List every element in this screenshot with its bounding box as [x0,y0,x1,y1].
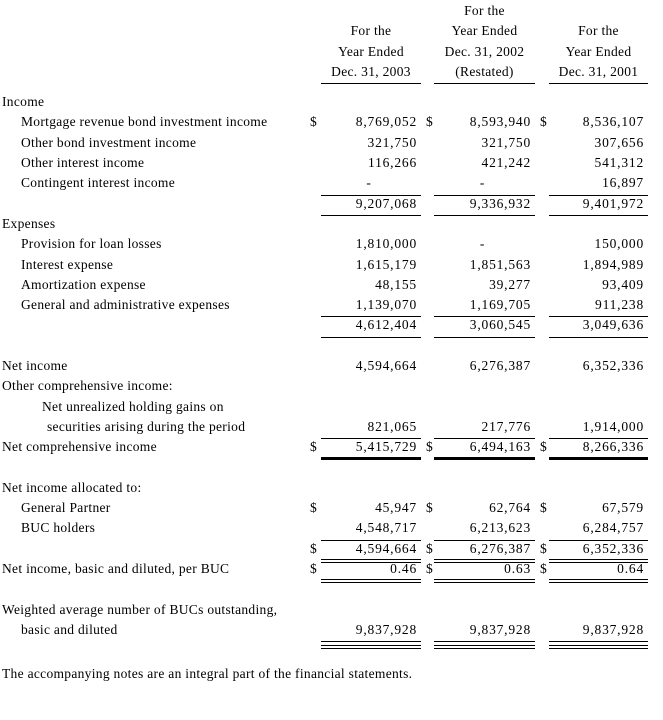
dollar-sign [305,94,321,114]
value-cell [434,196,535,216]
value-cell [321,500,421,520]
table-row [2,480,663,500]
dollar-sign: $ [540,540,548,556]
value-cell [434,135,535,155]
value-cell [434,277,535,297]
dollar-sign [305,378,321,398]
value-cell [434,358,535,378]
value-cell [434,419,535,439]
dollar-sign [421,196,434,216]
value-cell [321,135,421,155]
value-cell [549,561,648,581]
value-text: 5,415,729 [355,439,417,455]
double-rule [549,579,648,583]
value-text: 1,810,000 [355,236,417,252]
value-text: 150,000 [594,236,644,252]
dollar-sign [305,257,321,277]
table-row [2,561,663,581]
dollar-sign [421,602,434,622]
dollar-sign [305,216,321,236]
row-label: Contingent interest income [21,175,176,191]
dollar-sign [421,419,434,439]
value-cell [549,297,648,317]
dollar-sign: $ [310,561,318,577]
value-cell [321,419,421,439]
row-label: Other interest income [21,155,145,171]
value-text: 9,401,972 [582,195,644,211]
value-cell [549,439,648,459]
footer-note: The accompanying notes are an integral part of the financial statements. [2,666,413,682]
row-label: basic and diluted [21,621,118,637]
value-text: 6,494,163 [469,439,531,455]
dollar-sign: $ [540,439,548,455]
value-text: 9,207,068 [355,195,417,211]
dollar-sign [421,135,434,155]
dollar-sign [535,216,549,236]
dollar-sign [535,358,549,378]
dollar-sign [421,94,434,114]
value-text: 3,060,545 [469,317,531,333]
value-text: 4,594,664 [355,540,417,556]
header-cell-underlined: Dec. 31, 2003 [321,64,421,84]
header-cell [549,3,648,23]
table-row [2,155,663,175]
value-text: 1,169,705 [469,297,531,313]
value-text: 421,242 [481,155,531,171]
dollar-sign [421,622,434,642]
value-cell [434,561,535,581]
header-cell: For the [350,23,392,39]
dollar-sign [535,155,549,175]
row-label [2,541,305,561]
table-row [2,257,663,277]
value-cell [434,500,535,520]
table-row [2,602,663,622]
dollar-sign [305,480,321,500]
value-cell [434,175,535,195]
value-cell [549,399,648,419]
dollar-sign: $ [426,561,434,577]
value-text: 6,352,336 [582,540,644,556]
table-row [2,114,663,134]
row-label: Net unrealized holding gains on [42,398,224,414]
value-cell [549,378,648,398]
value-cell [549,155,648,175]
dollar-sign: $ [540,500,548,516]
value-cell [549,622,648,642]
header-row [2,44,663,64]
row-label: Amortization expense [21,276,146,292]
value-cell [434,602,535,622]
value-cell [321,317,421,337]
dollar-sign: $ [540,561,548,577]
value-text: 9,837,928 [582,621,644,637]
value-cell [321,561,421,581]
value-cell [549,480,648,500]
dollar-sign [535,378,549,398]
double-rule [549,645,648,649]
header-cell: Year Ended [451,23,518,39]
dollar-sign [535,399,549,419]
dollar-sign [535,520,549,540]
row-label: Income [2,94,45,110]
header-cell [321,3,421,23]
header-cell: Year Ended [338,43,404,59]
dollar-sign [421,520,434,540]
dollar-sign [535,419,549,439]
dollar-sign [421,277,434,297]
value-cell [434,216,535,236]
dollar-sign [305,602,321,622]
dollar-sign [305,419,321,439]
table-row [2,216,663,236]
value-text: 6,213,623 [469,520,531,536]
dollar-sign [535,175,549,195]
dollar-sign [421,257,434,277]
value-text: 4,612,404 [355,317,417,333]
table-row [2,378,663,398]
dollar-sign: $ [310,540,318,556]
row-label: Net income allocated to: [2,479,142,495]
value-text: 0.64 [617,561,644,577]
value-text: 4,594,664 [355,358,417,374]
dollar-sign [421,236,434,256]
dollar-sign [421,358,434,378]
dollar-sign [305,358,321,378]
table-row [2,196,663,216]
dollar-sign [535,257,549,277]
value-cell [549,602,648,622]
dollar-sign [305,317,321,337]
dollar-sign [535,277,549,297]
value-text: 0.63 [504,561,531,577]
row-label: Expenses [2,215,56,231]
value-text: - [366,175,372,191]
dollar-sign [535,602,549,622]
value-text: 6,284,757 [582,520,644,536]
row-label [2,317,305,337]
value-cell [549,135,648,155]
dollar-sign [535,622,549,642]
dollar-sign [305,135,321,155]
table-row [2,622,663,642]
table-row [2,399,663,419]
value-cell [434,399,535,419]
table-row [2,94,663,114]
value-cell [321,216,421,236]
row-label: Other comprehensive income: [2,378,173,394]
dollar-sign [421,175,434,195]
value-cell [321,378,421,398]
value-text: 116,266 [368,155,417,171]
table-row [2,358,663,378]
value-cell [321,297,421,317]
double-rule [434,645,535,649]
value-text: 9,837,928 [355,621,417,637]
value-text: 911,238 [595,297,644,313]
value-text: 1,894,989 [582,256,644,272]
table-row [2,175,663,195]
table-row [2,419,663,439]
spacer-row [2,581,663,601]
value-text: 8,593,940 [469,114,531,130]
row-label: Interest expense [21,256,114,272]
value-text: 16,897 [602,175,644,191]
table-row [2,317,663,337]
header-cell-underlined: (Restated) [434,64,535,84]
value-text: 217,776 [481,418,531,434]
header-row [2,23,663,43]
value-cell [321,155,421,175]
value-text: 45,947 [375,500,417,516]
double-rule [321,579,421,583]
row-label: BUC holders [21,520,96,536]
row-label: General and administrative expenses [21,297,230,313]
dollar-sign: $ [310,114,318,130]
row-label: Net comprehensive income [2,439,157,455]
dollar-sign [305,622,321,642]
dollar-sign [305,277,321,297]
table-row [2,500,663,520]
dollar-sign [535,135,549,155]
value-text: 321,750 [481,134,531,150]
double-rule [321,645,421,649]
value-cell [434,378,535,398]
value-cell [321,94,421,114]
dollar-sign [535,236,549,256]
dollar-sign: $ [426,114,434,130]
row-label: Mortgage revenue bond investment income [21,114,268,130]
value-text: 67,579 [602,500,644,516]
value-cell [434,155,535,175]
value-text: 1,914,000 [582,418,644,434]
value-text: 9,336,932 [469,195,531,211]
value-text: - [479,175,486,191]
value-cell [321,277,421,297]
value-text: 8,769,052 [355,114,417,130]
value-cell [434,257,535,277]
dollar-sign [421,216,434,236]
value-cell [434,480,535,500]
spacer-row [2,460,663,480]
value-text: 8,266,336 [582,439,644,455]
row-label: securities arising during the period [47,418,246,434]
value-cell [434,439,535,459]
value-cell [549,541,648,561]
value-cell [549,419,648,439]
row-label: Provision for loan losses [21,236,162,252]
value-cell [434,94,535,114]
row-label: Weighted average number of BUCs outstanding, [2,601,278,617]
dollar-sign: $ [310,439,318,455]
header-cell: For the [578,23,619,39]
value-cell [321,114,421,134]
value-cell [321,480,421,500]
dollar-sign: $ [310,500,318,516]
value-cell [549,277,648,297]
dollar-sign [535,196,549,216]
value-cell [321,196,421,216]
value-text: 39,277 [489,276,531,292]
table-row [2,297,663,317]
value-cell [549,94,648,114]
value-text: 6,352,336 [582,358,644,374]
dollar-sign [305,155,321,175]
value-cell [434,541,535,561]
table-rows [2,94,663,642]
double-rule [434,579,535,583]
value-text: 1,139,070 [355,297,417,313]
value-text: 3,049,636 [582,317,644,333]
dollar-sign [535,94,549,114]
header-row [2,3,663,23]
dollar-sign [421,317,434,337]
value-cell [321,520,421,540]
dollar-sign [305,520,321,540]
row-label: Net income [2,358,68,374]
value-text: 8,536,107 [582,114,644,130]
value-cell [321,439,421,459]
value-text: 1,851,563 [469,256,531,272]
header-cell-underlined: Dec. 31, 2001 [549,64,648,84]
value-cell [549,114,648,134]
value-cell [434,236,535,256]
value-text: 4,548,717 [355,520,417,536]
row-label: General Partner [21,500,111,516]
table-row [2,520,663,540]
value-cell [549,175,648,195]
dollar-sign [305,297,321,317]
value-text: - [479,236,486,252]
value-cell [321,399,421,419]
table-header [2,3,663,84]
value-cell [321,541,421,561]
value-cell [549,317,648,337]
header-cell: Year Ended [565,43,632,59]
dollar-sign [421,297,434,317]
header-cell: For the [464,3,505,18]
header-row [2,64,663,84]
value-cell [321,602,421,622]
table-row [2,277,663,297]
dollar-sign [535,297,549,317]
dollar-sign [305,175,321,195]
table-row [2,135,663,155]
value-text: 1,615,179 [355,256,417,272]
spacer-row [2,338,663,358]
value-cell [321,257,421,277]
dollar-sign [305,196,321,216]
value-text: 321,750 [367,134,417,150]
value-cell [321,236,421,256]
value-cell [321,175,421,195]
value-text: 541,312 [594,155,644,171]
table-row [2,541,663,561]
header-cell: Dec. 31, 2002 [444,43,525,59]
value-cell [434,317,535,337]
value-cell [434,297,535,317]
value-text: 0.46 [390,561,417,577]
value-cell [434,114,535,134]
value-text: 821,065 [367,418,417,434]
row-label: Net income, basic and diluted, per BUC [2,561,230,577]
dollar-sign: $ [426,500,434,516]
row-label: Other bond investment income [21,134,197,150]
value-cell [321,622,421,642]
value-cell [549,358,648,378]
value-cell [549,500,648,520]
dollar-sign [421,155,434,175]
table-row [2,439,663,459]
dollar-sign [421,399,434,419]
value-text: 307,656 [594,134,644,150]
value-cell [549,236,648,256]
value-cell [434,520,535,540]
dollar-sign: $ [540,114,548,130]
dollar-sign [421,480,434,500]
value-text: 6,276,387 [469,358,531,374]
value-cell [549,257,648,277]
value-cell [549,520,648,540]
row-label [2,196,305,216]
dollar-sign [305,399,321,419]
value-text: 93,409 [602,276,644,292]
value-text: 9,837,928 [469,621,531,637]
value-text: 6,276,387 [469,540,531,556]
dollar-sign [535,480,549,500]
dollar-sign [535,317,549,337]
table-row [2,236,663,256]
value-cell [321,358,421,378]
value-cell [549,196,648,216]
value-text: 62,764 [489,500,531,516]
dollar-sign: $ [426,439,434,455]
dollar-sign [421,378,434,398]
value-text: 48,155 [375,276,417,292]
dollar-sign: $ [426,540,434,556]
value-cell [549,216,648,236]
value-cell [434,622,535,642]
dollar-sign [305,236,321,256]
